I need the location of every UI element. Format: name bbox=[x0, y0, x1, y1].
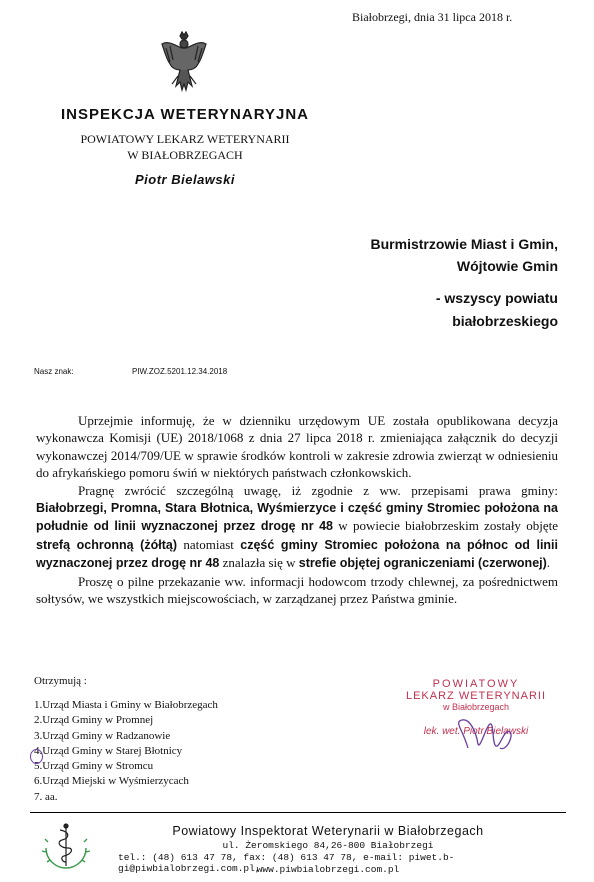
list-item: 7. aa. bbox=[34, 790, 58, 803]
list-item: 5.Urząd Gminy w Stromcu bbox=[34, 760, 154, 773]
recipients-list bbox=[34, 698, 218, 805]
paragraph-3: Proszę o pilne przekazanie ww. informacji hodowcom trzody chlewnej, za pośrednictwem sołtysów, we wszystkich miejscowościach, w zarządzanej przez Państwa gminie. bbox=[36, 573, 558, 607]
stamp-line-1: POWIATOWY bbox=[432, 678, 520, 690]
footer-title: Powiatowy Inspektorat Weterynarii w Białobrzegach bbox=[172, 824, 484, 838]
handwritten-circle-mark bbox=[30, 749, 43, 764]
p2-text-1: w powiecie białobrzeskim zostały objęte bbox=[332, 518, 558, 534]
p2-text-3: znalazła się w bbox=[219, 555, 299, 571]
addressee-line-2: Wójtowie Gmin bbox=[456, 258, 558, 274]
stamp-line-2: LEKARZ WETERYNARII bbox=[405, 690, 547, 702]
p2-bold-3: część gminy Stromiec położona na północ od linii wyznaczonej przez drogę nr 48 bbox=[36, 537, 559, 571]
p2-bold-4: strefie objętej ograniczeniami (czerwonej) bbox=[298, 556, 547, 571]
addressee-line-1: Burmistrzowie Miast i Gmin, bbox=[370, 236, 558, 252]
paragraph-2 bbox=[36, 482, 558, 573]
office-line-2: W BIAŁOBRZEGACH bbox=[127, 148, 243, 162]
p2-intro: Pragnę zwrócić szczególną uwagę, iż zgodnie z ww. przepisami prawa gminy: bbox=[78, 482, 558, 498]
list-item: 1.Urząd Miasta i Gminy w Białobrzegach bbox=[34, 699, 218, 711]
stamp-line-3: w Białobrzegach bbox=[442, 702, 510, 712]
reference-number: PIW.ZOZ.5201.12.34.2018 bbox=[132, 367, 228, 376]
p2-text-2: natomiast bbox=[176, 536, 241, 552]
footer-contact: tel.: (48) 613 47 78, fax: (48) 613 47 78, e-mail: piwet.b-gi@piwbialobrzegi.com.pl, bbox=[118, 852, 455, 874]
recipients-label: Otrzymują : bbox=[34, 675, 87, 687]
paragraph-1: Uprzejmie informuję, że w dzienniku urzędowym UE została opublikowana decyzja wykonawcza Komisji (UE) 2018/1068 z dnia 27 lipca 2018 r. zmieniająca załącznik do decyzji wykonawczej 2014/709/UE w sprawie środków kontroli w zakresie zdrowia zwierząt w odniesieniu do afrykańskiego pomoru świń w niektórych państwach członkowskich. bbox=[36, 413, 558, 481]
footer-divider bbox=[30, 812, 566, 813]
reference-label: Nasz znak: bbox=[34, 367, 74, 376]
letter-body bbox=[36, 412, 558, 607]
official-stamp bbox=[396, 678, 556, 778]
p2-text-4: . bbox=[546, 555, 551, 571]
list-item: 3.Urząd Gminy w Radzanowie bbox=[34, 729, 171, 742]
list-item: 2.Urząd Gminy w Promnej bbox=[34, 714, 154, 727]
addressee-line-4: białobrzeskiego bbox=[452, 313, 558, 329]
p2-bold-1: Białobrzegi, Promna, Stara Błotnica, Wyśmierzyce i część gminy Stromiec położona na południe od linii wyznaczonej przez drogę nr 48 bbox=[36, 501, 558, 534]
footer-address: ul. Żeromskiego 84,26-800 Białobrzegi bbox=[222, 840, 434, 851]
stamp-line-4: lek. wet. Piotr Bielawski bbox=[423, 726, 529, 737]
p2-bold-2: strefą ochronną (żółtą) bbox=[36, 537, 177, 552]
institution-title: INSPEKCJA WETERYNARYJNA bbox=[60, 106, 310, 123]
list-item: 4.Urząd Gminy w Starej Błotnicy bbox=[34, 744, 183, 757]
letter-date: Białobrzegi, dnia 31 lipca 2018 r. bbox=[352, 10, 513, 24]
office-line-1: POWIATOWY LEKARZ WETERYNARII bbox=[80, 132, 290, 146]
veterinary-caduceus-logo-icon bbox=[36, 812, 96, 872]
officer-name: Piotr Bielawski bbox=[135, 172, 235, 187]
signature-icon bbox=[396, 718, 556, 758]
list-item: 6.Urząd Miejski w Wyśmierzycach bbox=[34, 775, 189, 788]
eagle-emblem-icon bbox=[158, 30, 210, 96]
addressee-line-3: - wszyscy powiatu bbox=[435, 290, 558, 306]
footer-website: www.piwbialobrzegi.com.pl bbox=[256, 864, 400, 875]
